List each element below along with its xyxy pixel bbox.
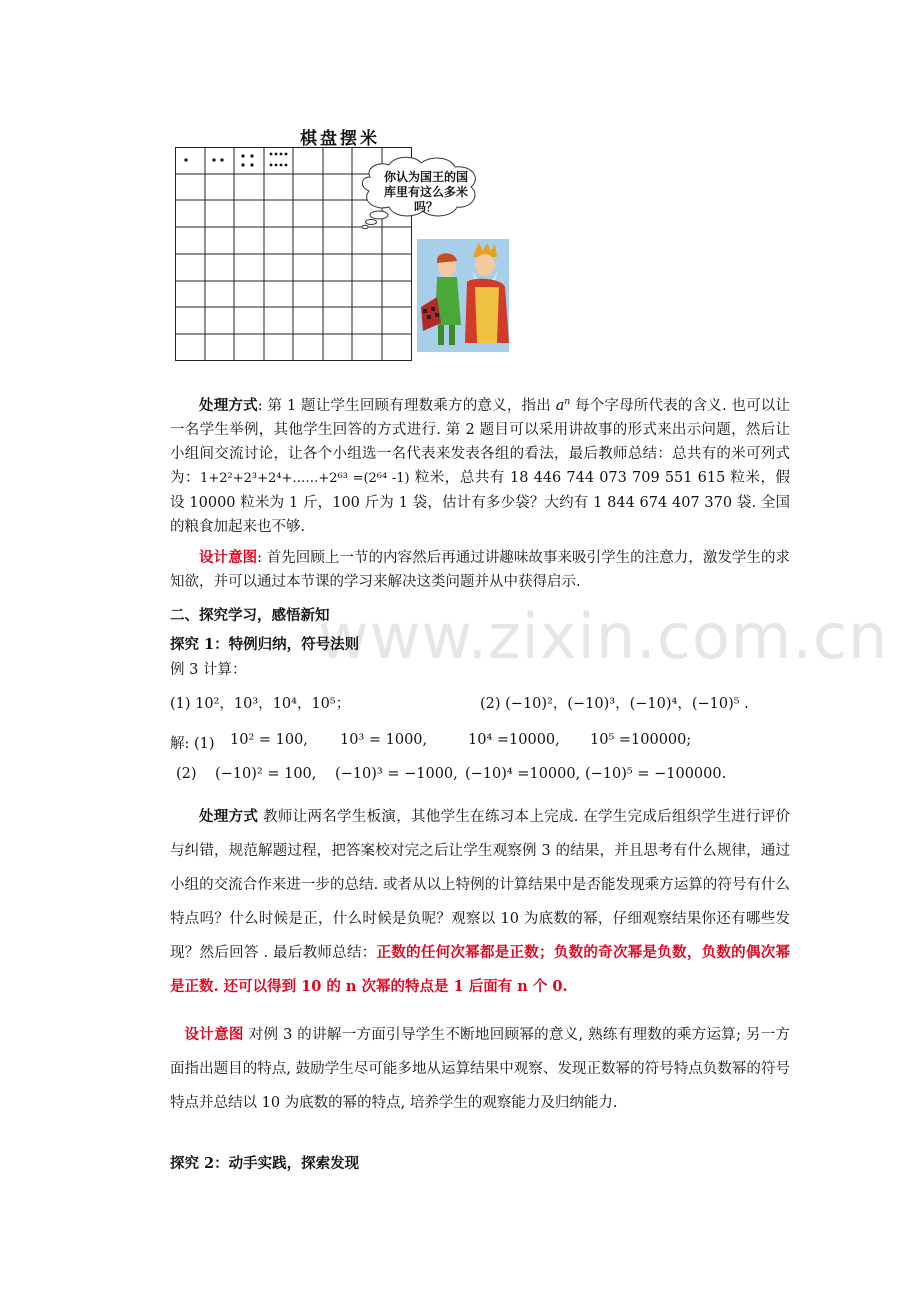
var-a: a [555,397,565,414]
var-n: n [564,397,571,407]
paragraph-design-2 [170,1018,790,1120]
rice-dots [184,153,287,167]
paragraph-method-1: 处理方式: 第 1 题让学生回顾有理数乘方的意义，指出 $a^n$ 每个字母所代表的含义. 也可以让一名学生举例，其他学生回答的方式进行. 第 2 题目可以采用讲故事的形式来出示问题，然后让小组间交流讨论，让各个小组选一名代表来发表各组的看法，最后教师总结：总共有的米可列式为：1+2²+2³+2⁴+……+2⁶³ =(2⁶⁴ -1) 粒米，总共有 18 446 744 073 709 551 615 粒米，假设 10000 粒米为 1 斤，100 斤为 1 袋，估计有多少袋？大约有 1 844 674 407 370 袋. 全国的粮食加起来也不够. [170,396,791,535]
figure-title: 棋盘摆米 [300,129,380,149]
label-method: 处理方式 [199,808,259,825]
para3-text: 教师让两名学生板演，其他学生在练习本上完成. 在学生完成后组织学生进行评价与纠错，规范解题过程，把答案校对完之后让学生观察例 3 的结果，并且思考有什么规律，通过小组的交流合作来进一步的总结. 或者从以上特例的计算结果中是否能发现乘方运算的符号有什么特点吗？什么时候是正，什么时候是负呢？观察以 10 为底数的幂，仔细观察结果你还有哪些发现？然后回答 . 最后教师总结： [170,809,791,961]
para1-text-b: 每个字母所代表的含义. 也可以让一名学生举例，其他学生回答的方式进行. 第 2 题目可以采用讲故事的形式来出示问题，然后让小组间交流讨论，让各个小组选一名代表来发表各组的看法，最后教师总结：总共有的米可列式为： [170,397,791,486]
bubble-line-1: 你认为国王的国 [383,170,468,184]
para1-text-a: 第 1 题让学生回顾有理数乘方的意义，指出 [267,397,551,414]
solution-2-item: (−10)³ = −1000, [335,766,458,782]
label-design: 设计意图 [184,1026,244,1043]
solution-1-label: 解: (1) [170,736,215,752]
section-heading-2: 二、探究学习，感悟新知 [170,607,330,624]
bubble-line-3: 吗？ [413,200,438,214]
explore-1-heading: 探究 1：特例归纳，符号法则 [170,636,360,653]
explore-2-heading: 探究 2：动手实践，探索发现 [170,1155,360,1172]
label-method: 处理方式 [199,396,258,414]
bubble-text [371,170,481,215]
para3-conclusion: 正数的任何次幂都是正数；负数的奇次幂是负数，负数的偶次幂是正数. 还可以得到 10 的 n 次幂的特点是 1 后面有 n 个 0. [170,944,791,995]
solution-2-item: (−10)⁵ = −100000. [585,766,727,782]
solution-2-label: (2) [176,766,197,782]
paragraph-method-2 [170,800,790,1004]
label-design: 设计意图 [199,549,258,566]
solution-1-item: 10² = 100, [230,732,308,748]
solution-1-item: 10⁴ =10000, [468,732,560,748]
solution-2-item: (−10)² = 100, [215,766,317,782]
solution-2-item: (−10)⁴ =10000, [465,766,581,782]
bubble-line-2: 库里有这么多米 [383,185,468,199]
question-1: (1) 10²，10³，10⁴，10⁵； [170,696,351,712]
para1-text-c: 粒米，总共有 18 446 744 073 709 551 615 粒米，假设 10000 粒米为 1 斤，100 斤为 1 袋，估计有多少袋？大约有 1 844 674 407 370 袋. 全国的粮食加起来也不够. [170,469,790,535]
watermark: www.zixin.com.cn [318,600,889,673]
para4-text: 对例 3 的讲解一方面引导学生不断地回顾幂的意义, 熟练有理数的乘方运算; 另一方面指出题目的特点, 鼓励学生尽可能多地从运算结果中观察、发现正数幂的符号特点负数幂的符号特点并总结以 10 为底数的幂的特点, 培养学生的观察能力及归纳能力. [170,1027,791,1111]
example-3-label: 例 3 计算： [170,662,247,678]
solution-1-item: 10⁵ =100000; [590,732,692,748]
para1-formula: 1+2²+2³+2⁴+……+2⁶³ =(2⁶⁴ -1) [200,470,410,486]
para2-text: 首先回顾上一节的内容然后再通过讲趣味故事来吸引学生的注意力，激发学生的求知欲，并可以通过本节课的学习来解决这类问题并从中获得启示. [170,550,791,590]
king-illustration [417,239,509,352]
paragraph-design-1: 设计意图: 首先回顾上一节的内容然后再通过讲趣味故事来吸引学生的注意力，激发学生的求知欲，并可以通过本节课的学习来解决这类问题并从中获得启示. [170,549,791,590]
question-2: (2) (−10)²，(−10)³，(−10)⁴，(−10)⁵ . [480,696,749,712]
solution-1-item: 10³ = 1000, [340,732,428,748]
